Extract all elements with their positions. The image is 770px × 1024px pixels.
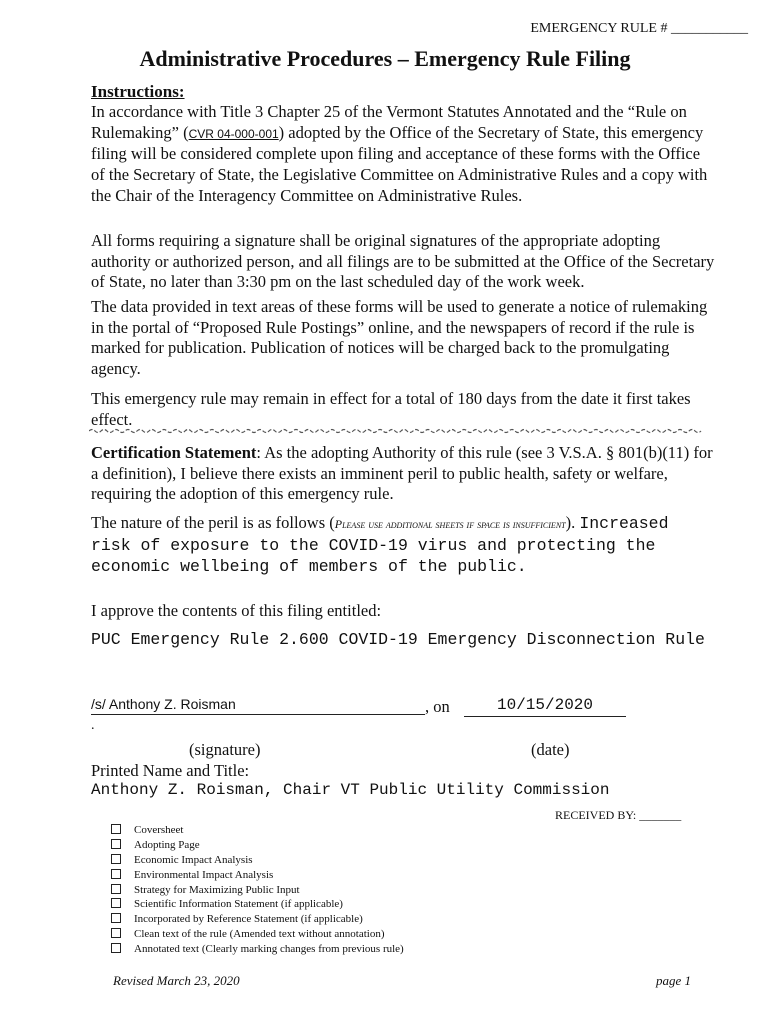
checklist-label: Strategy for Maximizing Public Input <box>134 883 300 896</box>
checklist-item[interactable] <box>111 868 404 883</box>
peril-statement <box>91 513 716 578</box>
checklist-item[interactable] <box>111 897 404 912</box>
certification-statement <box>91 443 716 505</box>
stray-dot: . <box>91 718 95 733</box>
checklist-label: Clean text of the rule (Amended text without annotation) <box>134 928 385 941</box>
printed-name-field[interactable]: Anthony Z. Roisman, Chair VT Public Utility Commission <box>91 781 610 799</box>
attachments-checklist <box>111 823 404 957</box>
checkbox-icon[interactable] <box>111 898 121 908</box>
checklist-label: Annotated text (Clearly marking changes from previous rule) <box>134 943 404 956</box>
date-caption: (date) <box>531 740 570 759</box>
revised-date: Revised March 23, 2020 <box>113 973 240 988</box>
paragraph-text: In accordance with Title 3 Chapter 25 of the Vermont Statutes Annotated and the “Rule on Rulemaking” ( <box>91 102 687 142</box>
checklist-label: Coversheet <box>134 824 184 836</box>
checkbox-icon[interactable] <box>111 839 121 849</box>
peril-prefix: The nature of the peril is as follows ( <box>91 513 335 532</box>
page-number: page 1 <box>656 973 692 988</box>
cvr-rule-link[interactable]: CVR 04-000-001 <box>188 126 279 141</box>
peril-value-field[interactable]: Increased risk of exposure to the COVID-19 virus and protecting the economic wellbeing of members of the public. <box>91 514 669 577</box>
certification-text: : As the adopting Authority of this rule (see 3 V.S.A. § 801(b)(11) for a definition), I believe there exists an imminent peril to public health, safety or welfare, requiring the adoption of this emergency rule. <box>91 443 713 504</box>
instructions-paragraph-3: The data provided in text areas of these forms will be used to generate a notice of rulemaking in the portal of “Proposed Rule Postings” online, and the newspapers of record if the rule is marked for publication. Publication of notices will be charged back to the promulgating agency. <box>91 297 708 379</box>
emergency-rule-number: EMERGENCY RULE # ___________ <box>530 21 748 36</box>
peril-suffix: ). <box>565 513 576 532</box>
filing-title-field[interactable]: PUC Emergency Rule 2.600 COVID-19 Emergency Disconnection Rule <box>91 630 705 649</box>
checkbox-icon[interactable] <box>111 884 121 894</box>
on-label: , on <box>425 697 450 716</box>
checklist-item[interactable] <box>111 883 404 898</box>
date-field[interactable] <box>464 694 626 717</box>
checklist-item[interactable] <box>111 927 404 942</box>
signature-value: /s/ Anthony Z. Roisman <box>91 696 236 712</box>
checkbox-icon[interactable] <box>111 943 121 953</box>
paragraph-text: ) adopted by the Office of the Secretary of State, this emergency filing will be considered complete upon filing and acceptance of these forms with the Office of the Secretary of State, the Legislative Committee on Administrative Rules and a copy with the Chair of the Interagency Committee on Administrative Rules. <box>91 122 708 205</box>
checklist-item[interactable] <box>111 823 404 838</box>
received-by: RECEIVED BY: _______ <box>555 808 682 822</box>
signature-caption: (signature) <box>189 740 261 759</box>
checklist-label: Adopting Page <box>134 838 200 851</box>
date-value: 10/15/2020 <box>496 696 593 714</box>
checklist-item[interactable] <box>111 853 404 868</box>
checklist-item[interactable] <box>111 942 404 957</box>
printed-name-label: Printed Name and Title: <box>91 761 250 780</box>
instructions-heading: Instructions: <box>91 82 185 101</box>
checklist-label: Environmental Impact Analysis <box>134 868 274 881</box>
instructions-paragraph-2: All forms requiring a signature shall be original signatures of the appropriate adopting authority or authorized person, and all filings are to be submitted at the Office of the Secretary of State, no later than 3:30 pm on the last scheduled day of the work week. <box>91 231 715 292</box>
checkbox-icon[interactable] <box>111 869 121 879</box>
checklist-label: Economic Impact Analysis <box>134 853 253 866</box>
section-divider <box>89 428 703 434</box>
peril-note: Please use additional sheets if space is insufficient <box>334 517 566 531</box>
checkbox-icon[interactable] <box>111 824 121 834</box>
signature-field[interactable] <box>91 694 425 715</box>
checkbox-icon[interactable] <box>111 913 121 923</box>
certification-label: Certification Statement <box>91 443 257 462</box>
instructions-paragraph-4: This emergency rule may remain in effect for a total of 180 days from the date it first takes effect. <box>91 389 691 429</box>
checklist-label: Scientific Information Statement (if applicable) <box>134 898 343 911</box>
page-title: Administrative Procedures – Emergency Rule Filing <box>139 46 631 71</box>
approve-label: I approve the contents of this filing entitled: <box>91 601 382 620</box>
checkbox-icon[interactable] <box>111 854 121 864</box>
checklist-item[interactable] <box>111 838 404 853</box>
checklist-item[interactable] <box>111 912 404 927</box>
checkbox-icon[interactable] <box>111 928 121 938</box>
checklist-label: Incorporated by Reference Statement (if applicable) <box>134 913 363 926</box>
instructions-paragraph-1 <box>91 102 716 207</box>
